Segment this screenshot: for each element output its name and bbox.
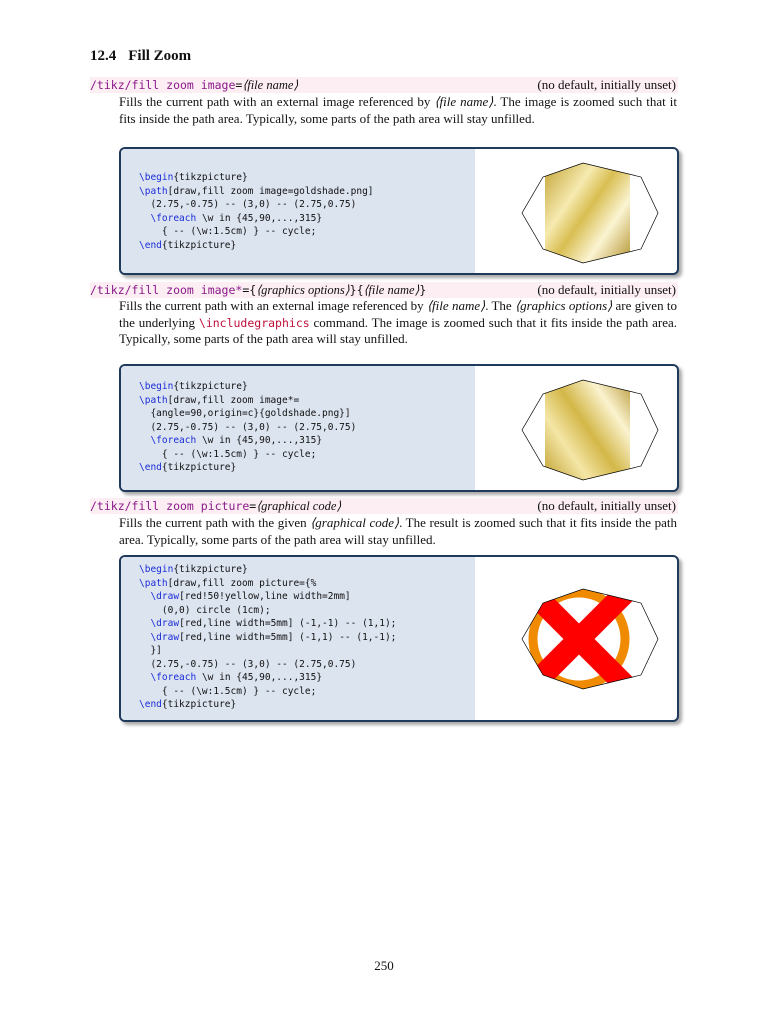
code-line: }] [139, 645, 162, 656]
code-line: \foreach \w in {45,90,...,315} [150, 672, 323, 683]
desc-arg: ⟨file name⟩ [434, 94, 494, 109]
key-brace: }{ [349, 283, 364, 297]
key-name: /tikz/fill zoom image* [90, 283, 243, 297]
key-default: (no default, initially unset) [537, 498, 676, 513]
code-line: \end{tikzpicture} [139, 462, 237, 473]
code-listing [121, 557, 475, 720]
key-name: /tikz/fill zoom image [90, 78, 236, 92]
desc-arg: ⟨graphical code⟩ [310, 515, 400, 530]
code-line: (2.75,-0.75) -- (3,0) -- (2.75,0.75) [139, 421, 357, 433]
desc-text: . The result is zoomed such that it fits inside the path area. Typically, some parts of the path area will stay unfilled. [119, 515, 678, 547]
code-line: { -- (\w:1.5cm) } -- cycle; [139, 226, 317, 237]
desc-text: Fills the current path with the given [119, 515, 311, 530]
key-arg: ⟨graphical code⟩ [256, 499, 342, 513]
key-brace: } [419, 283, 427, 297]
code-line: \foreach \w in {45,90,...,315} [150, 212, 323, 224]
key-equals: ={ [242, 283, 257, 297]
key-equals: = [235, 78, 243, 92]
code-line: (2.75,-0.75) -- (3,0) -- (2.75,0.75) [139, 658, 357, 670]
desc-text: . The [485, 298, 515, 313]
section-heading [90, 48, 191, 65]
code-line: { -- (\w:1.5cm) } -- cycle; [139, 685, 317, 697]
code-line: (0,0) circle (1cm); [139, 604, 271, 616]
section-title: Fill Zoom [128, 48, 192, 64]
code-line: \path[draw,fill zoom image=goldshade.png] [139, 185, 374, 197]
code-line: \begin{tikzpicture} [139, 564, 248, 575]
key-arg-open: ⟨ [242, 78, 248, 92]
key-arg: ⟨graphics options⟩ [256, 283, 350, 297]
example-output [475, 149, 677, 273]
desc-command: \includegraphics [198, 315, 310, 330]
code-line: \path[draw,fill zoom image*= [139, 394, 300, 406]
key-entry-fill-zoom-image-star [90, 282, 678, 298]
example-output [475, 557, 677, 720]
key-arg-close: ⟩ [293, 78, 299, 92]
code-example [119, 555, 679, 722]
description [119, 94, 677, 127]
code-line: \draw[red!50!yellow,line width=2mm] [150, 591, 351, 602]
key-entry-fill-zoom-image [90, 77, 678, 93]
key-default: (no default, initially unset) [537, 77, 676, 92]
example-output [475, 366, 677, 490]
code-line: \end{tikzpicture} [139, 699, 237, 710]
desc-text: Fills the current path with an external image referenced by [119, 298, 427, 313]
code-example [119, 147, 679, 275]
code-example [119, 364, 679, 492]
key-arg: ⟨file name⟩ [363, 283, 420, 297]
desc-text: command. The image is zoomed such that it fits inside the path area. Typically, some parts of the path area will stay unfilled. [119, 314, 677, 346]
page-number: 250 [374, 958, 394, 973]
code-line: \draw[red,line width=5mm] (-1,1) -- (1,-1); [150, 631, 397, 643]
section-number: 12.4 [90, 48, 117, 64]
code-line: { -- (\w:1.5cm) } -- cycle; [139, 448, 317, 460]
desc-arg: ⟨file name⟩ [426, 298, 486, 313]
desc-text: Fills the current path with an external image referenced by [119, 94, 435, 109]
key-equals: = [249, 499, 257, 513]
code-line: \path[draw,fill zoom picture={% [139, 577, 317, 589]
desc-text: . The image is zoomed such that it fits inside the path area. Typically, some parts of the path area will stay unfilled. [119, 94, 677, 126]
desc-arg: ⟨graphics options⟩ [515, 298, 613, 313]
code-line: \draw[red,line width=5mm] (-1,-1) -- (1,1); [150, 618, 397, 629]
code-line: \begin{tikzpicture} [139, 172, 248, 183]
key-arg: file name [247, 78, 294, 92]
description [119, 515, 677, 548]
description [119, 298, 677, 348]
code-line: {angle=90,origin=c}{goldshade.png}] [139, 408, 351, 419]
code-listing [121, 366, 475, 490]
code-line: \begin{tikzpicture} [139, 381, 248, 392]
key-default: (no default, initially unset) [537, 282, 676, 297]
code-listing [121, 149, 475, 273]
key-entry-fill-zoom-picture [90, 498, 678, 514]
desc-text: are given to the underlying [119, 298, 677, 330]
code-line: (2.75,-0.75) -- (3,0) -- (2.75,0.75) [139, 199, 357, 210]
code-line: \end{tikzpicture} [139, 239, 237, 251]
key-name: /tikz/fill zoom picture [90, 499, 250, 513]
code-line: \foreach \w in {45,90,...,315} [150, 435, 323, 446]
